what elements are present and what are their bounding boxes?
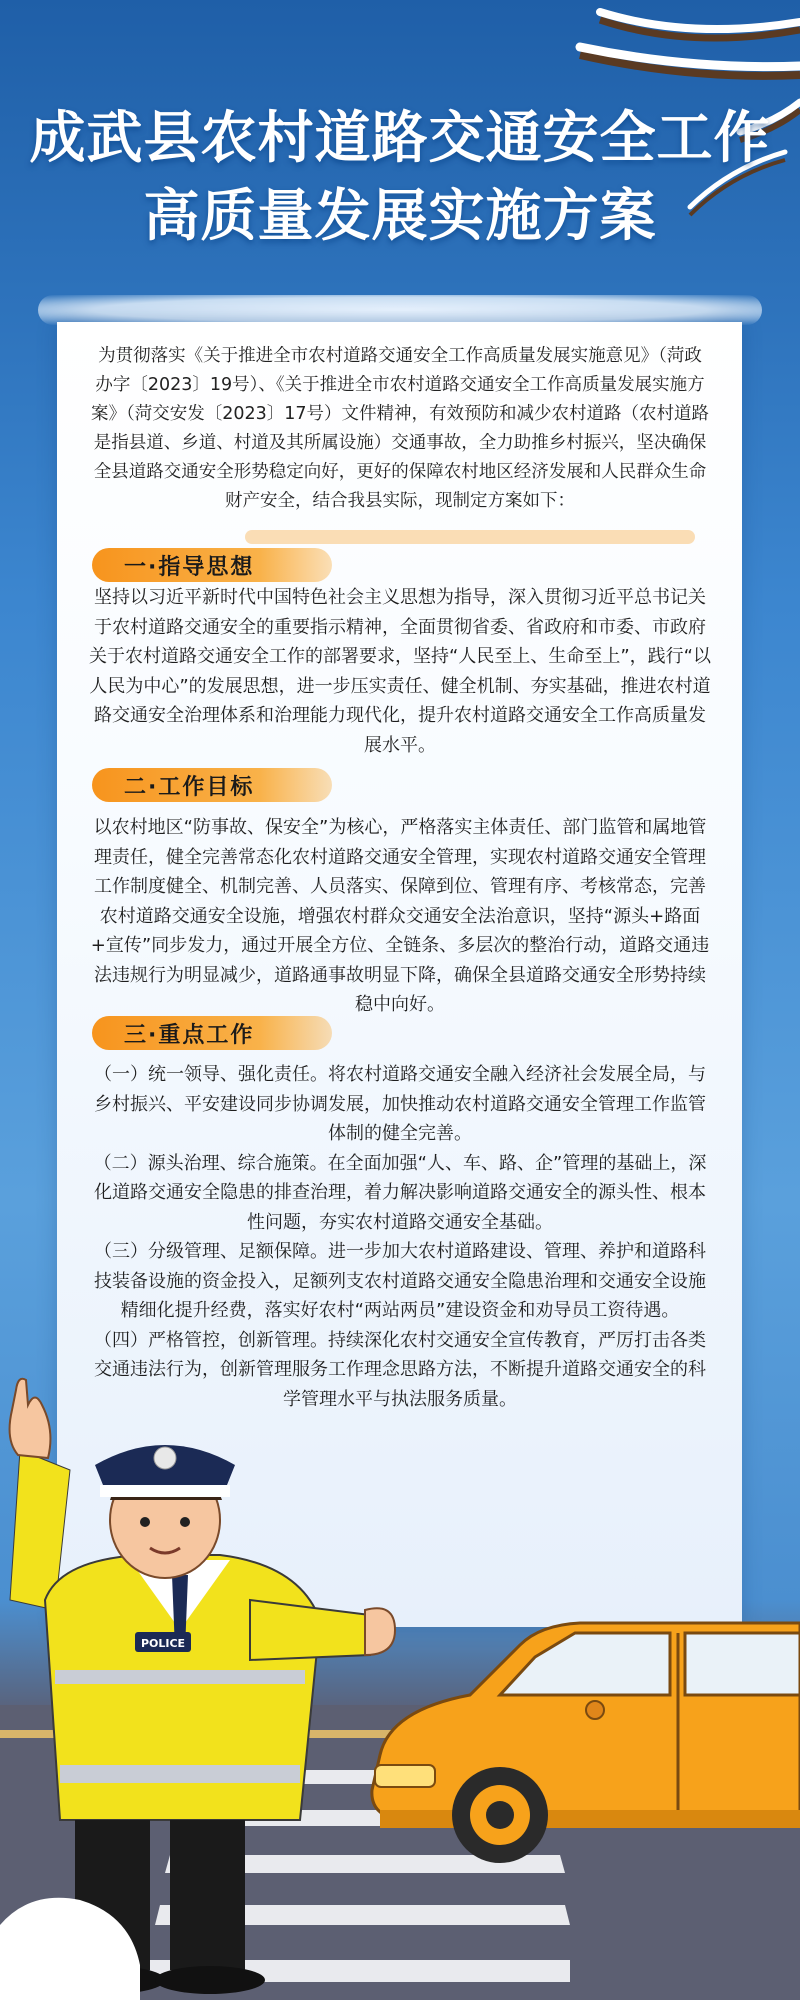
section-heading-work-goals [92, 768, 332, 802]
section-heading-guiding-ideology [92, 548, 332, 582]
section-heading-text: 二·工作目标 [124, 775, 255, 800]
section-heading-text: 三·重点工作 [124, 1023, 255, 1048]
police-badge-text: POLICE [140, 1637, 186, 1650]
list-item: （一）统一领导、强化责任。将农村道路交通安全融入经济社会发展全局，与乡村振兴、平安建设同步协调发展，加快推动农村道路交通安全管理工作监管体制的健全完善。 [94, 1064, 706, 1144]
intro-paragraph: 为贯彻落实《关于推进全市农村道路交通安全工作高质量发展实施意见》（菏政办字〔2023〕19号）、《关于推进全市农村道路交通安全工作高质量发展实施方案》（菏交安发〔2023〕17号）文件精神，有效预防和减少农村道路（农村道路是指县道、乡道、村道及其所属设施）交通事故，全力助推乡村振兴，坚决确保全县道路交通安全形势稳定向好，更好的保障农村地区经济发展和人民群众生命财产安全，结合我县实际，现制定方案如下： [90, 346, 710, 511]
snow-pile-decoration [0, 1885, 140, 2000]
section-body-work-goals: 以农村地区“防事故、保安全”为核心，严格落实主体责任、部门监管和属地管理责任，健全完善常态化农村道路交通安全管理，实现农村道路交通安全管理工作制度健全、机制完善、人员落实、保障到位、管理有序、考核常态，完善农村道路交通安全设施，增强农村群众交通安全法治意识，坚持“源头+路面+宣传”同步发力，通过开展全方位、全链条、多层次的整治行动，道路交通违法违规行为明显减少，道路通事故明显下降，确保全县道路交通安全形势持续稳中向好。 [90, 817, 710, 1015]
decorative-highlight-bar [245, 530, 695, 544]
section-heading-key-work [92, 1016, 332, 1050]
key-work-list [88, 1060, 712, 1414]
section-heading-text: 一·指导思想 [124, 555, 255, 580]
list-item: （二）源头治理、综合施策。在全面加强“人、车、路、企”管理的基础上，深化道路交通安全隐患的排查治理，着力解决影响道路交通安全的源头性、根本性问题，夯实农村道路交通安全基础。 [93, 1152, 707, 1233]
list-item: （三）分级管理、足额保障。进一步加大农村道路建设、管理、养护和道路科技装备设施的资金投入，足额列支农村道路交通安全隐患治理和交通安全设施精细化提升经费，落实好农村“两站两员”建设资金和劝导员工资待遇。 [94, 1241, 706, 1321]
title-line-2: 高质量发展实施方案 [143, 184, 657, 249]
yellow-car-illustration [360, 1615, 800, 1865]
list-item: （四）严格管控，创新管理。持续深化农村交通安全宣传教育，严厉打击各类交通违法行为，创新管理服务工作理念思路方法，不断提升道路交通安全的科学管理水平与执法服务质量。 [94, 1329, 706, 1410]
title-line-1: 成武县农村道路交通安全工作 [29, 106, 771, 171]
scroll-top-edge [38, 295, 762, 325]
section-body-guiding-ideology: 坚持以习近平新时代中国特色社会主义思想为指导，深入贯彻习近平总书记关于农村道路交通安全的重要指示精神，全面贯彻省委、省政府和市委、市政府关于农村道路交通安全工作的部署要求，坚持“人民至上、生命至上”，践行“以人民为中心”的发展思想，进一步压实责任、健全机制、夯实基础，推进农村道路交通安全治理体系和治理能力现代化，提升农村道路交通安全工作高质量发展水平。 [89, 587, 711, 756]
page-title [0, 100, 800, 256]
